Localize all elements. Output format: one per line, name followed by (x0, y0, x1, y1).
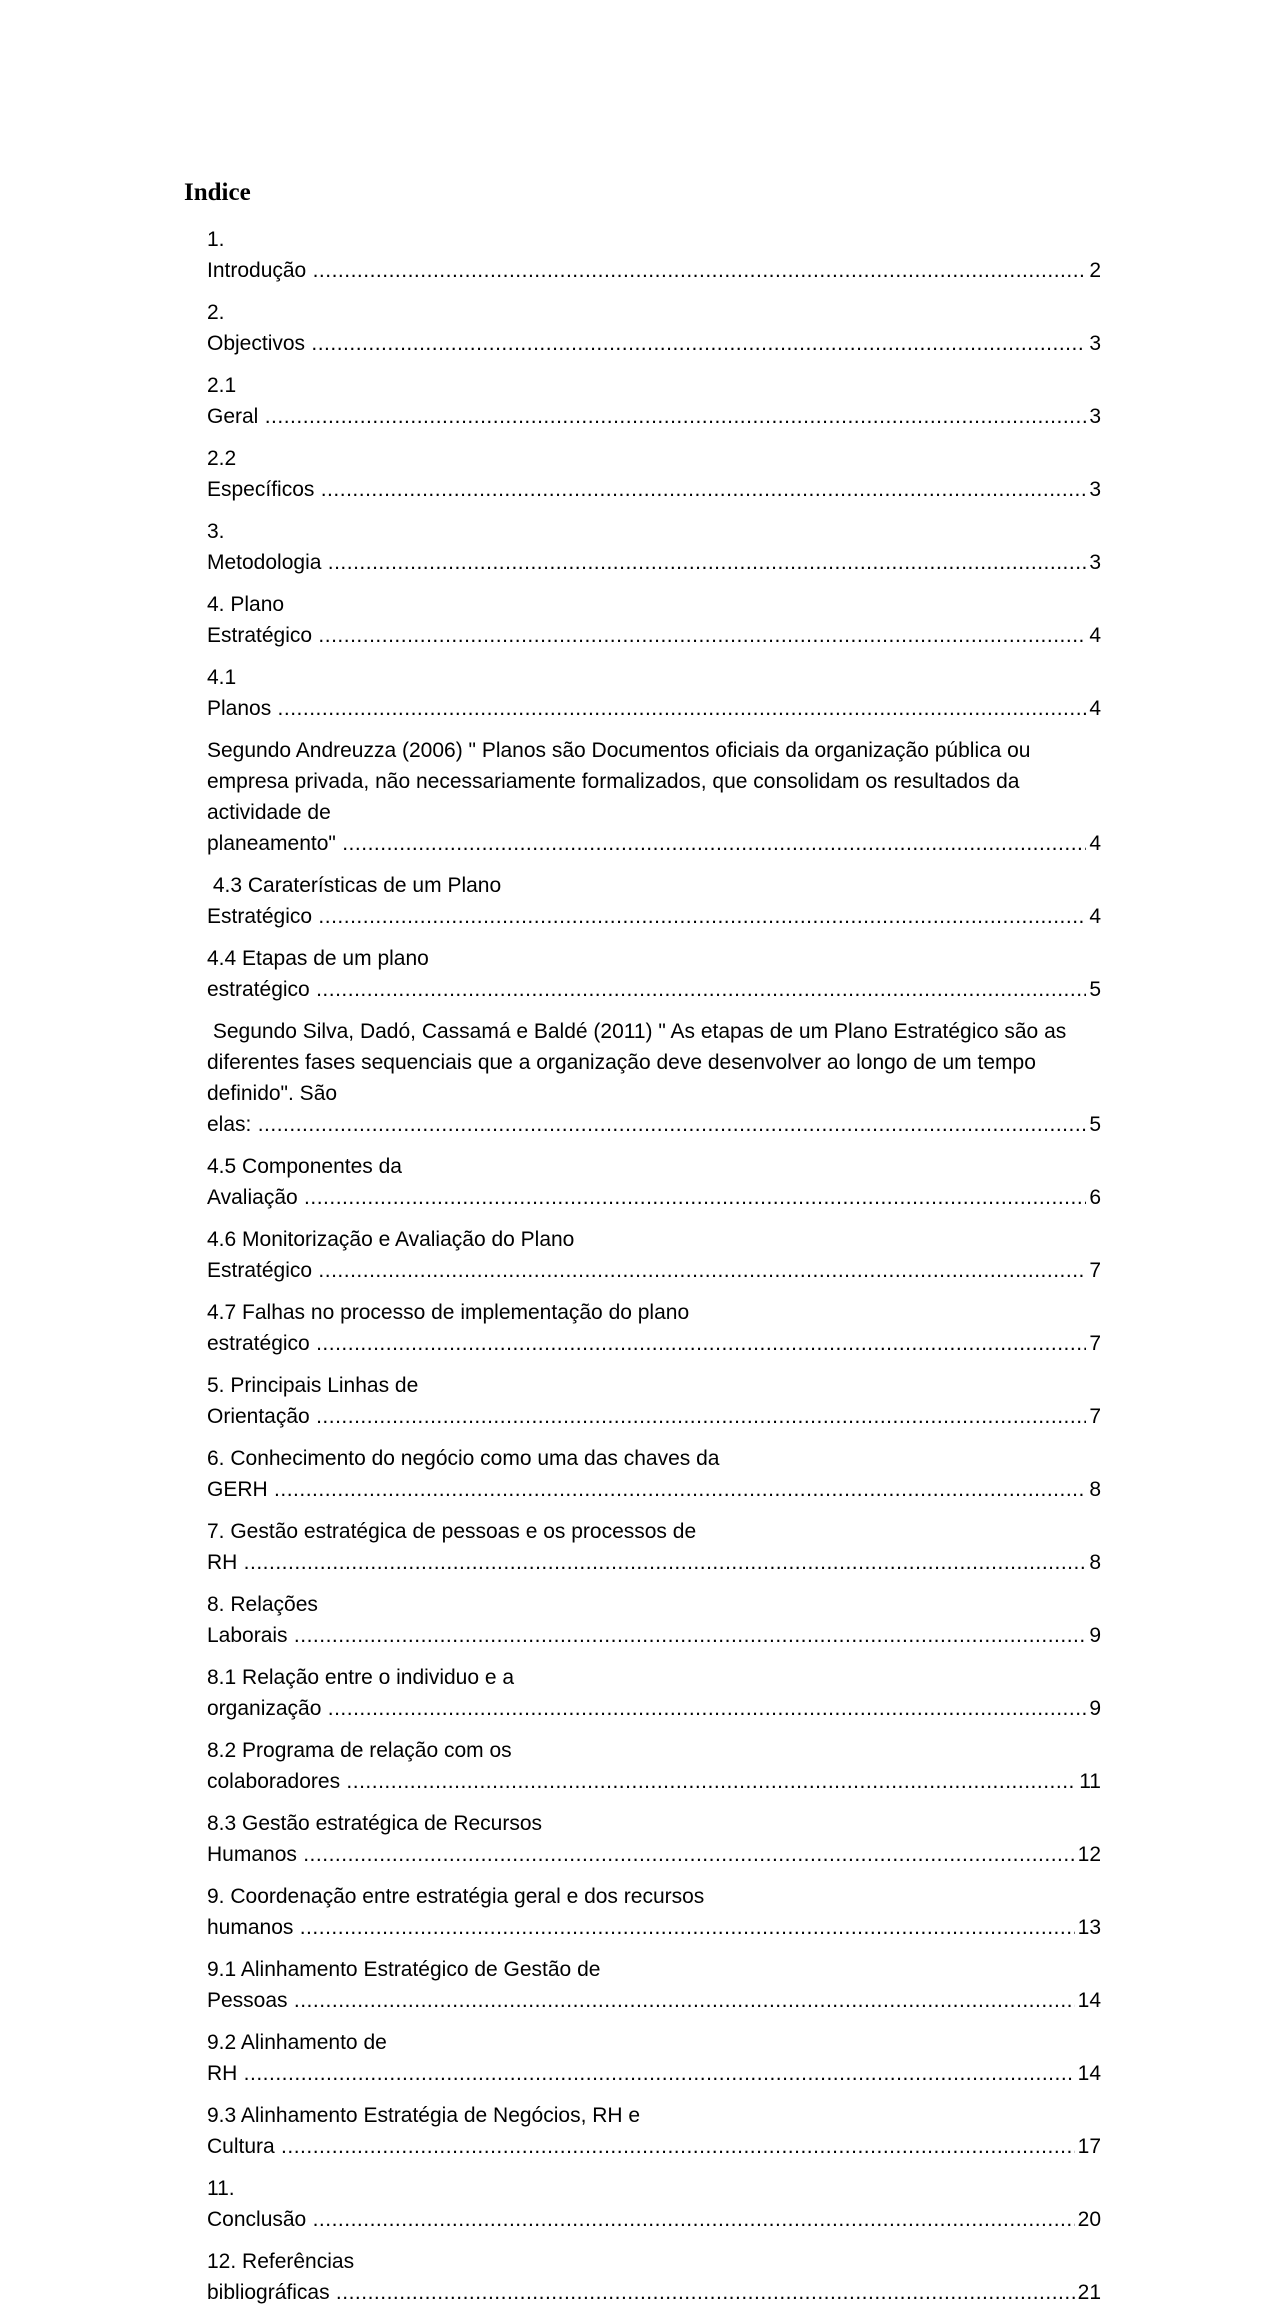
toc-title: Indice (184, 179, 251, 206)
toc-entry[interactable] (207, 735, 1101, 859)
toc-entry[interactable] (207, 2027, 1101, 2089)
toc-entry[interactable] (207, 2246, 1101, 2308)
toc-entry-title: 1. Introdução ..... (207, 228, 1101, 282)
toc-entry-title: 3. Metodologia ..... (207, 520, 1101, 574)
toc-entry[interactable] (207, 1954, 1101, 2016)
toc-entry-title: 9.2 Alinhamento de RH ..... (207, 2031, 1101, 2085)
toc-entry-page-number: 14 (1075, 1985, 1101, 2016)
toc-entry-title: 8. Relações Laborais ..... (207, 1593, 1101, 1647)
toc-entry-title: 9. Coordenação entre estratégia geral e dos recursos humanos ..... (207, 1885, 1101, 1939)
toc-entry[interactable] (207, 1516, 1101, 1578)
toc-entry-page-number: 3 (1086, 547, 1101, 578)
toc-entry-title: 6. Conhecimento do negócio como uma das chaves da GERH ..... (207, 1447, 1101, 1501)
toc-entry-page-number: 3 (1086, 474, 1101, 505)
toc-entry-title: 8.2 Programa de relação com os colaboradores ..... (207, 1739, 1101, 1793)
toc-entry[interactable] (207, 1224, 1101, 1286)
toc-entry-page-number: 20 (1075, 2204, 1101, 2235)
toc-entry[interactable] (207, 1589, 1101, 1651)
toc-entry-page-number: 5 (1086, 1109, 1101, 1140)
toc-entry-page-number: 7 (1086, 1401, 1101, 1432)
toc-entry-page-number: 12 (1075, 1839, 1101, 1870)
toc-entry[interactable] (207, 1735, 1101, 1797)
toc-entry[interactable] (207, 589, 1101, 651)
toc-entry[interactable] (207, 2173, 1101, 2235)
toc-entry-title: 4.4 Etapas de um plano estratégico ..... (207, 947, 1101, 1001)
toc-entry-title: 8.3 Gestão estratégica de Recursos Humanos ..... (207, 1812, 1101, 1866)
toc-entry-title: 11. Conclusão ..... (207, 2177, 1101, 2231)
toc-entry[interactable] (207, 662, 1101, 724)
toc-entry-page-number: 4 (1086, 693, 1101, 724)
toc-entry-title: 4. Plano Estratégico ..... (207, 593, 1101, 647)
toc-entry[interactable] (207, 1297, 1101, 1359)
toc-entry-page-number: 8 (1086, 1474, 1101, 1505)
toc-entry-page-number: 5 (1086, 974, 1101, 1005)
toc-entry-title: 4.3 Caraterísticas de um Plano Estratégico ..... (207, 874, 1101, 928)
toc-entry-title: 9.1 Alinhamento Estratégico de Gestão de Pessoas ..... (207, 1958, 1101, 2012)
toc-entry-page-number: 3 (1086, 401, 1101, 432)
toc-entry-page-number: 8 (1086, 1547, 1101, 1578)
toc-entry-title: 4.1 Planos ..... (207, 666, 1101, 720)
toc-entry-title: 5. Principais Linhas de Orientação ..... (207, 1374, 1101, 1428)
toc-entry-page-number: 4 (1086, 901, 1101, 932)
toc-entry-title: 7. Gestão estratégica de pessoas e os processos de RH ..... (207, 1520, 1101, 1574)
toc-entry-page-number: 17 (1075, 2131, 1101, 2162)
toc-entry[interactable] (207, 1443, 1101, 1505)
toc-entry-title: 8.1 Relação entre o individuo e a organização ..... (207, 1666, 1101, 1720)
toc-entry-title: 12. Referências bibliográficas ..... (207, 2250, 1101, 2304)
toc-entry-page-number: 9 (1086, 1620, 1101, 1651)
toc-entry-title: 2.1 Geral ..... (207, 374, 1101, 428)
toc-entry[interactable] (207, 297, 1101, 359)
toc-entry-title: Segundo Silva, Dadó, Cassamá e Baldé (2011) " As etapas de um Plano Estratégico são as diferentes fases sequenciais que a organização deve desenvolver ao longo de um tempo definido". São elas: ..... (207, 1020, 1101, 1136)
toc-entry[interactable] (207, 224, 1101, 286)
toc-entry[interactable] (207, 370, 1101, 432)
toc-entry-page-number: 7 (1086, 1328, 1101, 1359)
toc-entry-page-number: 14 (1075, 2058, 1101, 2089)
toc-entry-page-number: 21 (1075, 2277, 1101, 2308)
toc-entry[interactable] (207, 1016, 1101, 1140)
toc-entry[interactable] (207, 943, 1101, 1005)
toc-entry-page-number: 11 (1076, 1766, 1101, 1797)
toc-entry[interactable] (207, 1151, 1101, 1213)
toc-entry-title: 2. Objectivos ..... (207, 301, 1101, 355)
toc-entry-title: 4.7 Falhas no processo de implementação do plano estratégico ..... (207, 1301, 1101, 1355)
toc-entry[interactable] (207, 870, 1101, 932)
toc-entry[interactable] (207, 1370, 1101, 1432)
toc-entry[interactable] (207, 1808, 1101, 1870)
toc-entry-page-number: 13 (1075, 1912, 1101, 1943)
toc-entry-page-number: 4 (1086, 620, 1101, 651)
toc-entry-page-number: 3 (1086, 328, 1101, 359)
toc-entry[interactable] (207, 2100, 1101, 2162)
toc-entry-title: 9.3 Alinhamento Estratégia de Negócios, RH e Cultura ..... (207, 2104, 1101, 2158)
toc-entry-title: 4.6 Monitorização e Avaliação do Plano Estratégico ..... (207, 1228, 1101, 1282)
toc-entry[interactable] (207, 516, 1101, 578)
toc-entry-page-number: 4 (1086, 828, 1101, 859)
toc-entry[interactable] (207, 1881, 1101, 1943)
toc-entry-title: Segundo Andreuzza (2006) " Planos são Documentos oficiais da organização pública ou empresa privada, não necessariamente formalizados, que consolidam os resultados da actividade de planeamento" ..... (207, 739, 1101, 855)
toc-entry-title: 2.2 Específicos ..... (207, 447, 1101, 501)
toc-entry-page-number: 2 (1086, 255, 1101, 286)
toc-entry[interactable] (207, 443, 1101, 505)
toc-entry-page-number: 6 (1086, 1182, 1101, 1213)
toc-entry-page-number: 9 (1086, 1693, 1101, 1724)
table-of-contents (207, 224, 1101, 2319)
toc-entry[interactable] (207, 1662, 1101, 1724)
toc-entry-title: 4.5 Componentes da Avaliação ..... (207, 1155, 1101, 1209)
toc-entry-page-number: 7 (1086, 1255, 1101, 1286)
